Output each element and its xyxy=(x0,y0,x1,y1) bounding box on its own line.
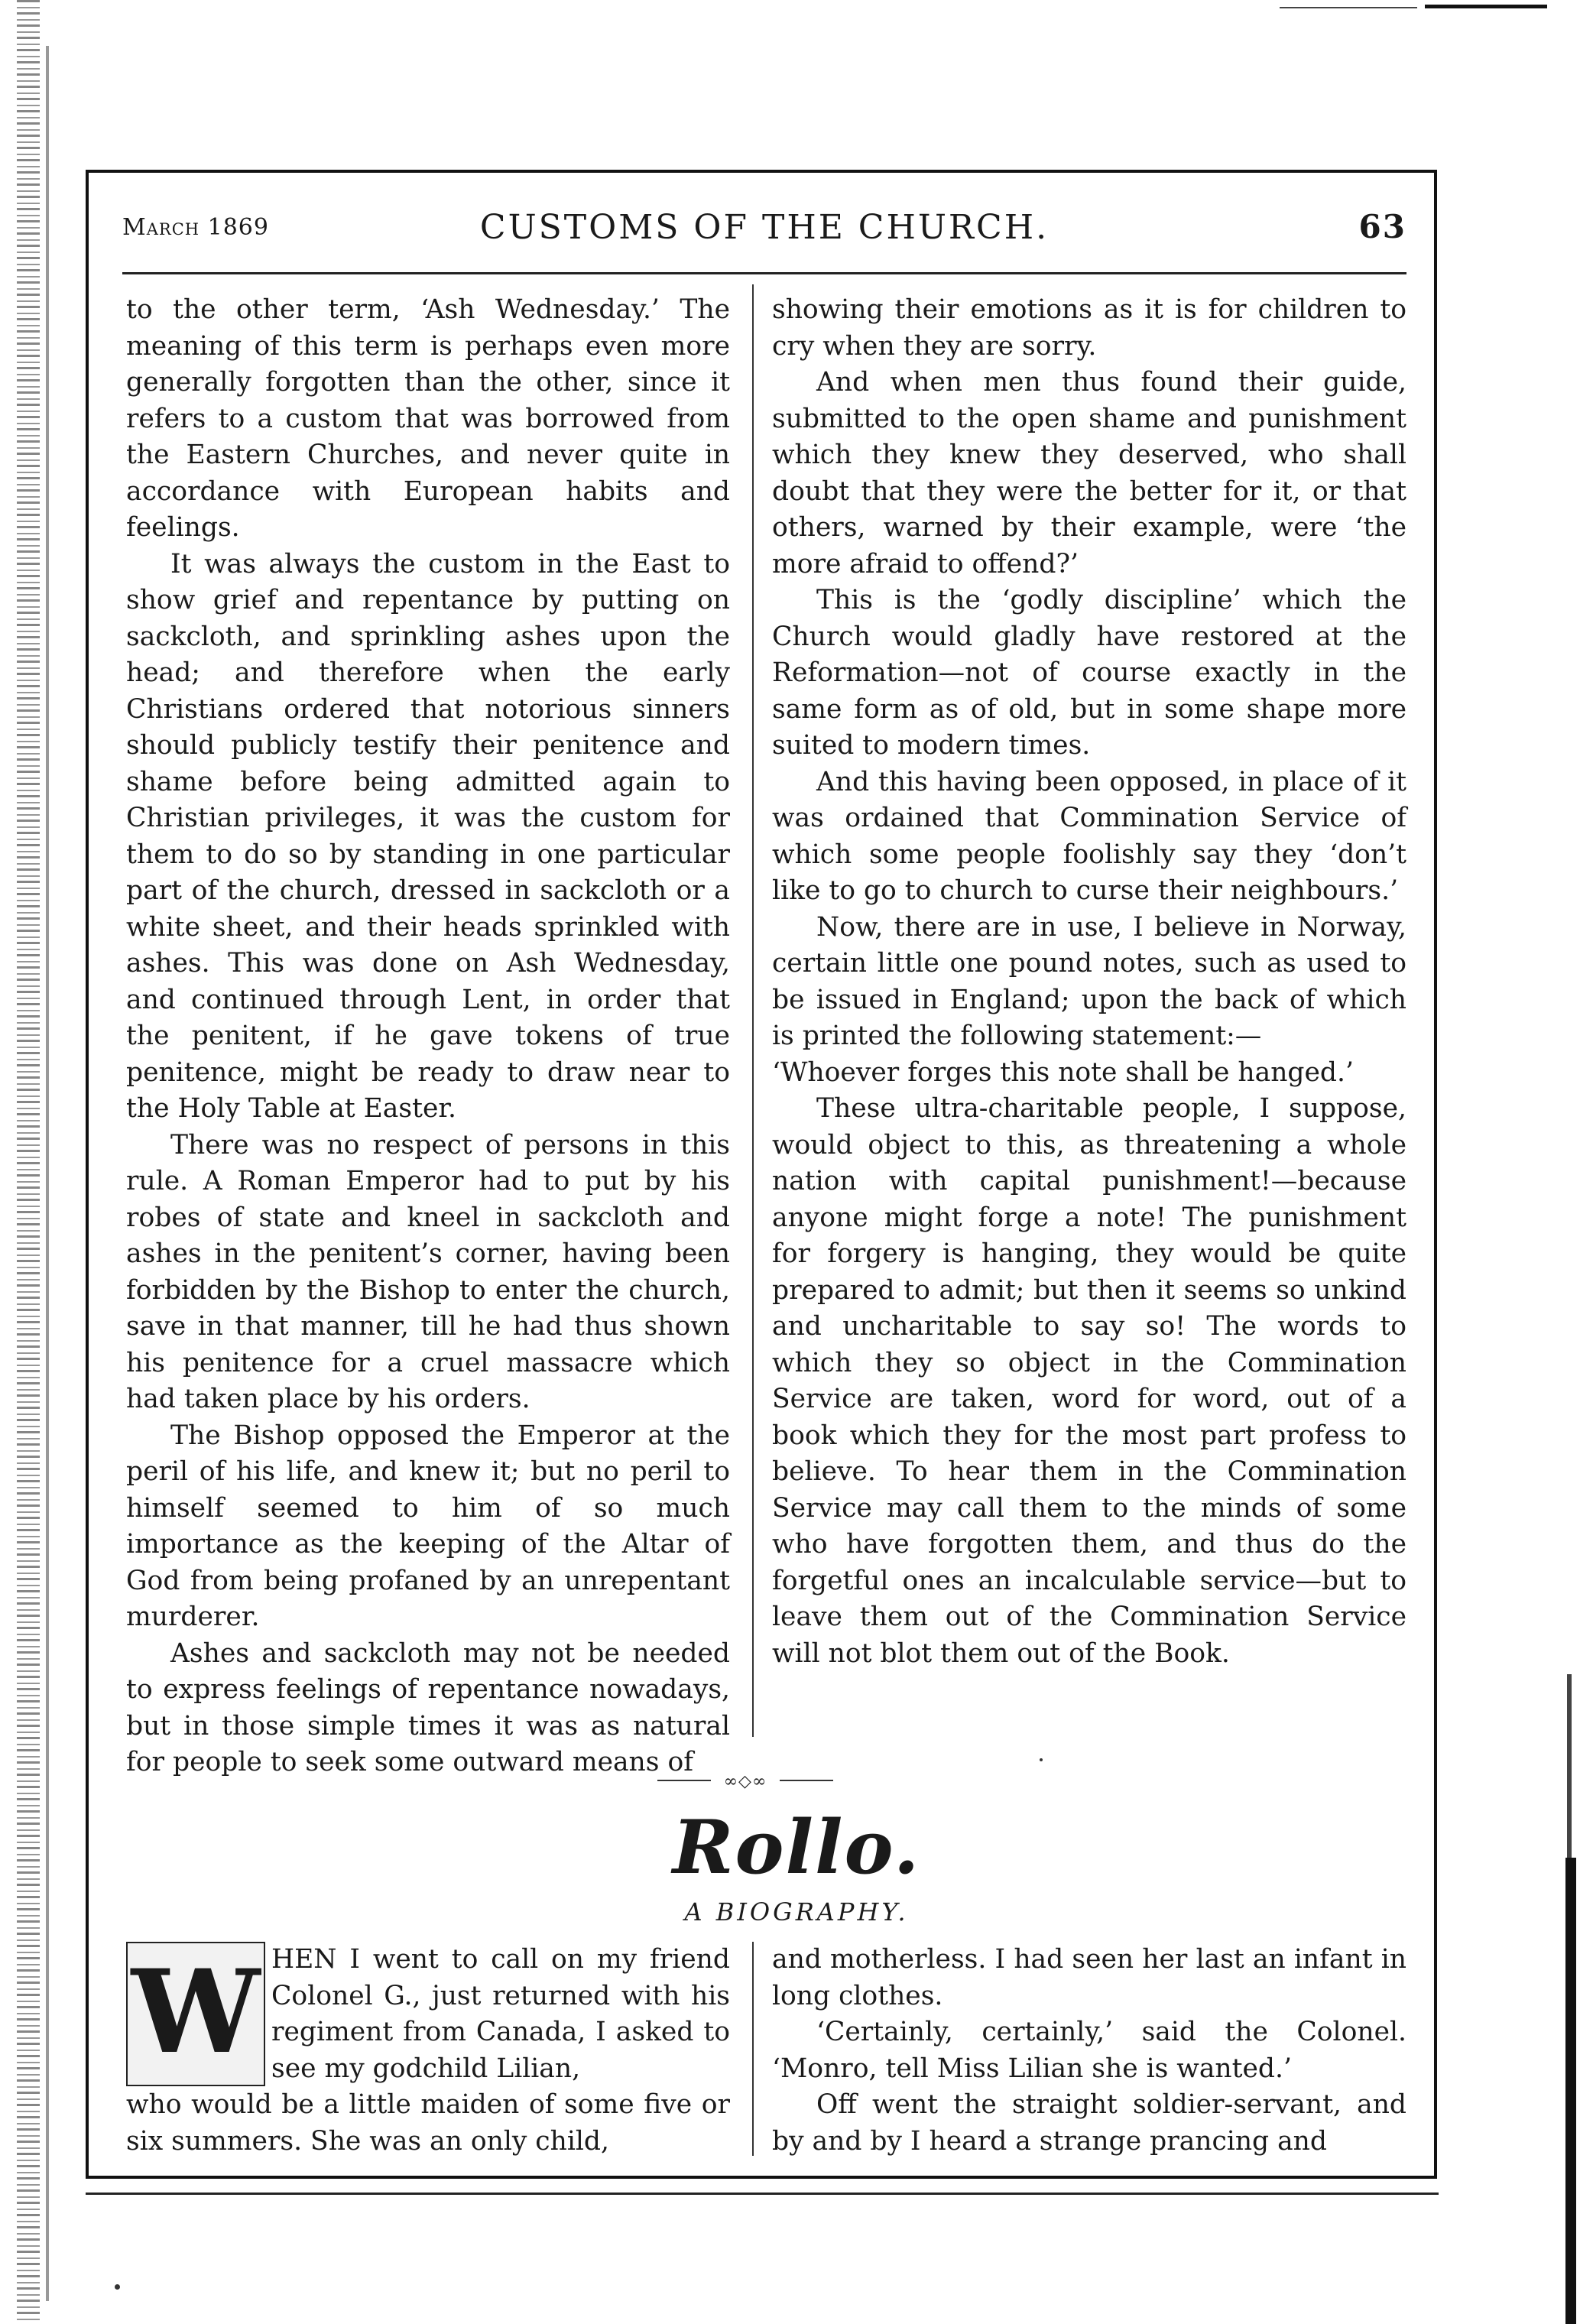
bio-right-column xyxy=(772,1942,1406,2160)
right-column-paragraph: And when men thus found their guide, submitted to the open shame and punishment which they knew they deserved, who shall doubt that they were the better for it, or that others, warned by their example, were ‘the more afraid to offend?’ xyxy=(772,367,1406,579)
bio-opening-lines: HEN I went to call on my friend Colonel G., just returned with his regiment from Canada, I asked to see my godchild Lilian, xyxy=(271,1944,730,2084)
left-column-paragraph: to the other term, ‘Ash Wednesday.’ The meaning of this term is perhaps even more generally forgotten than the other, since it refers to a custom that was borrowed from the Eastern Churches, and never quite in accordance with European habits and feelings. xyxy=(126,294,730,543)
right-column-paragraph: showing their emotions as it is for children to cry when they are sorry. xyxy=(772,294,1406,362)
header-rule xyxy=(122,272,1406,274)
gutter-line xyxy=(46,46,49,2301)
print-speck xyxy=(1040,1758,1043,1761)
edge-mark xyxy=(1565,1858,1576,2324)
right-column-paragraph: ‘Whoever forges this note shall be hanged.’ xyxy=(772,1057,1354,1088)
bio-continuation: who would be a little maiden of some five or six summers. She was an only child, xyxy=(126,2089,730,2157)
page-number: 63 xyxy=(1358,208,1406,245)
frame-bottom-rule xyxy=(86,2193,1439,2195)
left-column-paragraph: There was no respect of persons in this rule. A Roman Emperor had to put by his robes of state and kneel in sackcloth and ashes in the penitent’s corner, having been forbidden by the Bishop to enter the church, save in that manner, till he had thus shown his penitence for a cruel massacre which had taken place by his orders. xyxy=(126,1129,730,1414)
book-spine-edge xyxy=(17,0,40,2323)
print-speck-bottom xyxy=(115,2284,120,2290)
ornamental-divider: ∞◇∞ xyxy=(657,1772,833,1787)
corner-mark-thin xyxy=(1280,7,1417,8)
column-divider xyxy=(752,284,754,1737)
column-divider-bio xyxy=(752,1942,754,2156)
right-column-paragraph: These ultra-charitable people, I suppose, would object to this, as threatening a whole nation with capital punishment!—because anyone might forge a note! The punishment for forgery is hanging, they would be quite prepared to admit; but then it seems so unkind and uncharitable to say so! The words to which they so object in the Commination Service are taken, word for word, out of a book which they for the most part profess to believe. To hear them in the Commination Service may call them to the minds of some who have forgotten them, and thus do the forgetful ones an incalculable service—but to leave them out of the Commination Service will not blot them out of the Book. xyxy=(772,1093,1406,1669)
article-subtitle: A BIOGRAPHY. xyxy=(684,1897,909,1926)
issue-date: March 1869 xyxy=(122,214,269,241)
corner-mark xyxy=(1425,5,1547,8)
right-column-paragraph: And this having been opposed, in place of it was ordained that Commination Service of which some people foolishly say they ‘don’t like to go to church to curse their neighbours.’ xyxy=(772,766,1406,906)
left-column xyxy=(126,292,730,1781)
bio-right-paragraph: and motherless. I had seen her last an infant in long clothes. xyxy=(772,1944,1406,2011)
right-column-paragraph: This is the ‘godly discipline’ which the Church would gladly have restored at the Reformation—not of course exactly in the same form as of old, but in some shape more suited to modern times. xyxy=(772,585,1406,761)
decorated-dropcap: W xyxy=(126,1942,265,2086)
right-column xyxy=(772,292,1406,1672)
left-column-paragraph: The Bishop opposed the Emperor at the peril of his life, and knew it; but no peril to himself seemed to him of so much importance as the keeping of the Altar of God from being profaned by an unrepentant murderer. xyxy=(126,1420,730,1632)
section-title: CUSTOMS OF THE CHURCH. xyxy=(479,208,1050,247)
bio-right-paragraph: ‘Certainly, certainly,’ said the Colonel. ‘Monro, tell Miss Lilian she is wanted.’ xyxy=(772,2017,1406,2084)
right-column-paragraph: Now, there are in use, I believe in Norway, certain little one pound notes, such as used to be issued in England; upon the back of which is printed the following statement:— xyxy=(772,911,1406,1051)
bio-right-paragraph: Off went the straight soldier-servant, and by and by I heard a strange prancing and xyxy=(772,2089,1406,2157)
running-head xyxy=(122,208,1406,254)
left-column-paragraph: It was always the custom in the East to show grief and repentance by putting on sackcloth, and sprinkling ashes upon the head; and therefore when the early Christians ordered that notorious sinners should publicly testify their penitence and shame before being admitted again to Christian privileges, it was the custom for them to do so by standing in one particular part of the church, dressed in sackcloth or a white sheet, and their heads sprinkled with ashes. This was done on Ash Wednesday, and continued through Lent, in order that the penitent, if he gave tokens of true penitence, might be ready to draw near to the Holy Table at Easter. xyxy=(126,548,730,1124)
article-title: Rollo. xyxy=(672,1804,921,1891)
left-column-paragraph: Ashes and sackcloth may not be needed to express feelings of repentance nowadays, but in those simple times it was as natural for people to seek some outward means of xyxy=(126,1638,730,1777)
